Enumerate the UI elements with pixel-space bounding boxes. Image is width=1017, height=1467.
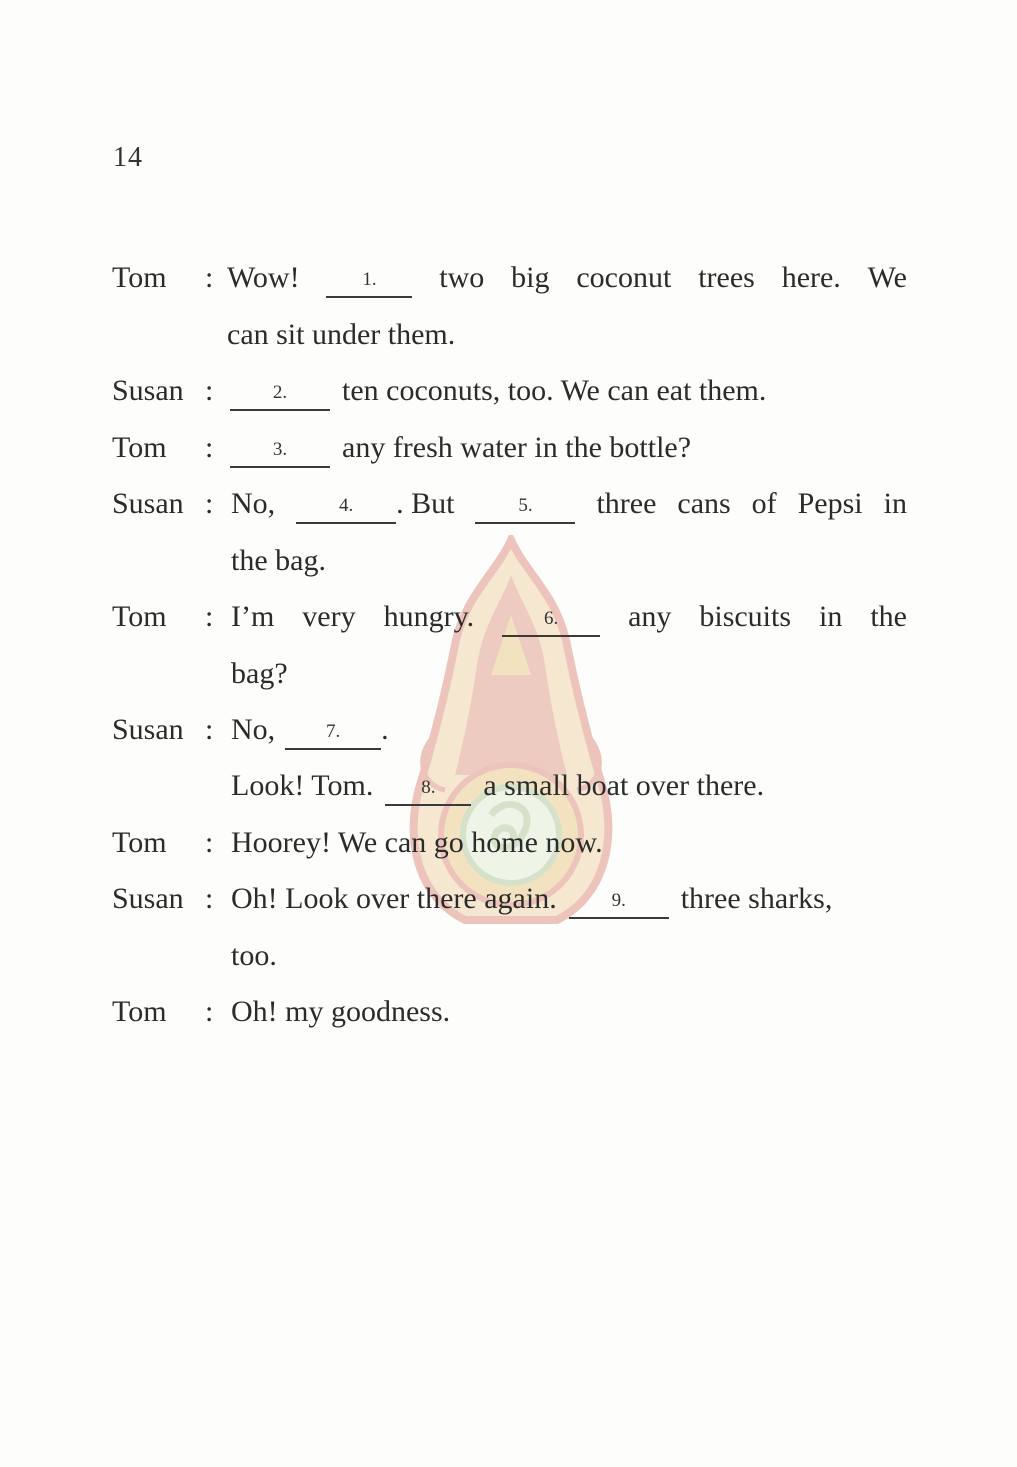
dialogue-phrase: ten coconuts, too. We can eat them.	[342, 374, 767, 407]
blank-4: 4.	[296, 496, 396, 524]
dialogue-phrase: any fresh water in the bottle?	[342, 431, 692, 464]
blank-8: 8.	[385, 778, 471, 806]
blank-7: 7.	[285, 722, 381, 750]
dialogue-word: No,	[231, 713, 276, 746]
dialogue-word: We	[867, 261, 907, 294]
dialogue-word: . But	[396, 487, 455, 520]
speaker-colon: :	[205, 487, 214, 520]
speaker-name: Tom	[112, 261, 167, 294]
dialogue-word: big	[511, 261, 550, 294]
dialogue-word: No,	[231, 487, 276, 520]
dialogue-text: the bag.	[231, 544, 326, 577]
dialogue-phrase: Look! Tom.	[231, 769, 374, 802]
speaker-colon: :	[205, 600, 214, 633]
speaker-name: Tom	[112, 431, 167, 464]
speaker-name: Susan	[112, 882, 184, 915]
dialogue-text	[231, 599, 907, 639]
blank-3: 3.	[230, 440, 330, 468]
dialogue-text: Hoorey! We can go home now.	[231, 826, 603, 859]
speaker-name: Susan	[112, 713, 184, 746]
dialogue-text	[231, 712, 389, 752]
dialogue-word: here.	[781, 261, 841, 294]
dialogue-text	[231, 881, 832, 921]
speaker-colon: :	[205, 431, 214, 464]
dialogue-word: the	[870, 600, 907, 633]
dialogue-text	[230, 373, 766, 413]
dialogue-phrase: Oh! Look over there again.	[231, 882, 557, 915]
dialogue-text: Oh! my goodness.	[231, 995, 451, 1028]
dialogue-word: coconut	[576, 261, 672, 294]
speaker-colon: :	[205, 882, 214, 915]
dialogue-word: very	[302, 600, 356, 633]
blank-1: 1.	[326, 270, 412, 298]
speaker-name: Tom	[112, 600, 167, 633]
blank-9: 9.	[569, 891, 669, 919]
dialogue-word: in	[883, 487, 907, 520]
dialogue-word: three	[596, 487, 657, 520]
speaker-name: Susan	[112, 374, 184, 407]
dialogue-word: I’m	[231, 600, 275, 633]
dialogue-text: too.	[231, 939, 277, 972]
dialogue-text	[230, 430, 691, 470]
dialogue-phrase: three sharks,	[680, 882, 833, 915]
dialogue-word: of	[751, 487, 777, 520]
blank-2: 2.	[230, 383, 330, 411]
dialogue-word: biscuits	[699, 600, 792, 633]
page-number: 14	[113, 142, 143, 173]
dialogue-text	[231, 486, 907, 526]
dialogue-word: cans	[677, 487, 731, 520]
dialogue-text: bag?	[231, 657, 288, 690]
speaker-colon: :	[205, 374, 214, 407]
dialogue-word: in	[819, 600, 843, 633]
dialogue-text	[231, 768, 764, 808]
speaker-colon: :	[205, 995, 214, 1028]
dialogue-word: Wow!	[227, 261, 300, 294]
emblem-watermark	[395, 535, 627, 930]
dialogue-word: hungry.	[383, 600, 475, 633]
dialogue-text: can sit under them.	[227, 318, 456, 351]
speaker-colon: :	[205, 261, 214, 294]
speaker-name: Tom	[112, 995, 167, 1028]
speaker-colon: :	[205, 713, 214, 746]
dialogue-word: any	[628, 600, 672, 633]
speaker-name: Tom	[112, 826, 167, 859]
speaker-name: Susan	[112, 487, 184, 520]
dialogue-word: .	[381, 713, 389, 746]
dialogue-word: Pepsi	[797, 487, 863, 520]
blank-5: 5.	[475, 496, 575, 524]
speaker-colon: :	[205, 826, 214, 859]
dialogue-phrase: a small boat over there.	[483, 769, 765, 802]
blank-4-group	[296, 486, 454, 526]
dialogue-text	[227, 260, 907, 300]
dialogue-word: trees	[698, 261, 755, 294]
blank-6: 6.	[502, 609, 600, 637]
dialogue-word: two	[439, 261, 485, 294]
